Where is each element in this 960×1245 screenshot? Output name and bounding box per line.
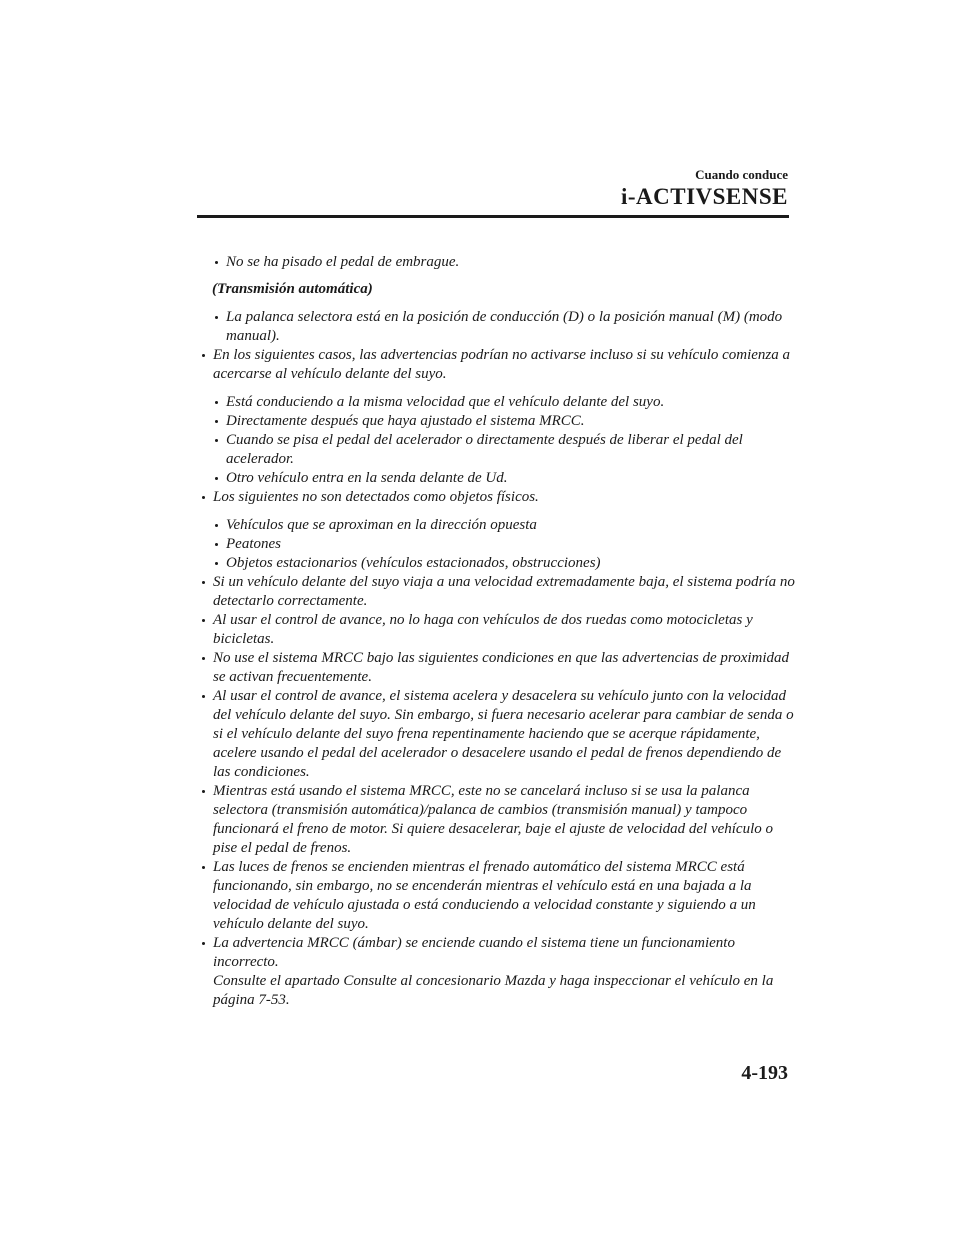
list-item: Al usar el control de avance, no lo haga con vehículos de dos ruedas como motocicletas y bicicletas. xyxy=(200,611,795,649)
list-item: No se ha pisado el pedal de embrague. xyxy=(200,253,795,272)
advertencia-text: La advertencia MRCC (ámbar) se enciende cuando el sistema tiene un funcionamiento incorrecto. xyxy=(213,935,735,970)
page-content xyxy=(200,253,795,1010)
list-item: Si un vehículo delante del suyo viaja a una velocidad extremadamente baja, el sistema podría no detectarlo correctamente. xyxy=(200,573,795,611)
list-item: En los siguientes casos, las advertencias podrían no activarse incluso si su vehículo comienza a acercarse al vehículo delante del suyo. xyxy=(200,346,795,384)
list-item: Los siguientes no son detectados como objetos físicos. xyxy=(200,488,795,507)
page-title: i-ACTIVSENSE xyxy=(620,184,788,209)
list-item: Cuando se pisa el pedal del acelerador o directamente después de liberar el pedal del acelerador. xyxy=(200,431,795,469)
list-item: No use el sistema MRCC bajo las siguientes condiciones en que las advertencias de proximidad se activan frecuentemente. xyxy=(200,649,795,687)
list-item: Directamente después que haya ajustado el sistema MRCC. xyxy=(200,412,795,431)
list-item: Las luces de frenos se encienden mientras el frenado automático del sistema MRCC está funcionando, sin embargo, no se encenderán mientras el vehículo está en una bajada a la velocidad de vehículo ajustada o está conduciendo a velocidad constante y siguiendo a un vehículo delante del suyo. xyxy=(200,858,795,934)
list-item xyxy=(200,934,795,1010)
list-item: Objetos estacionarios (vehículos estacionados, obstrucciones) xyxy=(200,554,795,573)
list-item: Mientras está usando el sistema MRCC, este no se cancelará incluso si se usa la palanca selectora (transmisión automática)/palanca de cambios (transmisión manual) y tampoco funcionará el freno de motor. Si quiere desacelerar, baje el ajuste de velocidad del vehículo o pise el pedal de frenos. xyxy=(200,782,795,858)
list-item: Está conduciendo a la misma velocidad que el vehículo delante del suyo. xyxy=(200,393,795,412)
header-rule xyxy=(197,215,789,218)
header-section: Cuando conduce xyxy=(695,167,788,182)
list-item: Peatones xyxy=(200,535,795,554)
list-item: Al usar el control de avance, el sistema acelera y desacelera su vehículo junto con la velocidad del vehículo delante del suyo. Sin embargo, si fuera necesario acelerar para cambiar de senda o si el vehículo delante del suyo frena repentinamente haciendo que se acerque rápidamente, acelere usando el pedal del acelerador o desacelere usando el pedal de frenos dependiendo de las condiciones. xyxy=(200,687,795,782)
list-item: Otro vehículo entra en la senda delante de Ud. xyxy=(200,469,795,488)
page-number: 4-193 xyxy=(741,1062,788,1084)
consulte-text: Consulte el apartado Consulte al concesionario Mazda y haga inspeccionar el vehículo en la página 7-53. xyxy=(213,973,774,1008)
list-item: Vehículos que se aproximan en la dirección opuesta xyxy=(200,516,795,535)
subheading-transmision: (Transmisión automática) xyxy=(212,281,373,297)
list-item: La palanca selectora está en la posición de conducción (D) o la posición manual (M) (modo manual). xyxy=(200,308,795,346)
